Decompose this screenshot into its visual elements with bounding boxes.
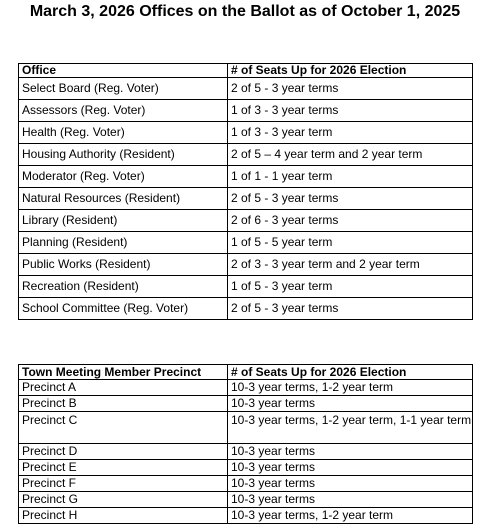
table-row — [19, 122, 473, 144]
precinct-name: Precinct B — [19, 396, 228, 412]
office-seats: 2 of 5 - 3 year terms — [228, 188, 473, 210]
precinct-seats: 10-3 year terms — [228, 492, 473, 508]
precinct-seats: 10-3 year terms, 1-2 year term — [228, 508, 473, 524]
town-meeting-table — [18, 364, 473, 524]
precinct-seats: 10-3 year terms, 1-2 year term, 1-1 year term — [228, 412, 473, 444]
precinct-seats: 10-3 year terms — [228, 444, 473, 460]
precinct-seats: 10-3 year terms — [228, 396, 473, 412]
office-name: Assessors (Reg. Voter) — [19, 100, 228, 122]
precinct-name: Precinct H — [19, 508, 228, 524]
table-row — [19, 188, 473, 210]
office-name: Housing Authority (Resident) — [19, 144, 228, 166]
table-header-row — [19, 365, 473, 380]
table-row — [19, 232, 473, 254]
office-seats: 1 of 3 - 3 year terms — [228, 100, 473, 122]
table-row — [19, 476, 473, 492]
table-row — [19, 166, 473, 188]
office-name: Select Board (Reg. Voter) — [19, 78, 228, 100]
precinct-name: Precinct A — [19, 380, 228, 396]
precinct-name: Precinct G — [19, 492, 228, 508]
document-title: March 3, 2026 Offices on the Ballot as of October 1, 2025 — [29, 3, 461, 20]
office-seats: 2 of 5 - 3 year terms — [228, 298, 473, 320]
table-row — [19, 460, 473, 476]
precinct-name: Precinct C — [19, 412, 228, 444]
offices-table — [18, 63, 473, 320]
office-seats: 1 of 1 - 1 year term — [228, 166, 473, 188]
office-seats: 2 of 5 - 3 year terms — [228, 78, 473, 100]
office-name: Planning (Resident) — [19, 232, 228, 254]
office-seats: 2 of 5 – 4 year term and 2 year term — [228, 144, 473, 166]
office-seats: 2 of 3 - 3 year term and 2 year term — [228, 254, 473, 276]
office-seats: 1 of 3 - 3 year term — [228, 122, 473, 144]
office-name: Library (Resident) — [19, 210, 228, 232]
table-row — [19, 298, 473, 320]
precinct-seats: 10-3 year terms, 1-2 year term — [228, 380, 473, 396]
office-name: Recreation (Resident) — [19, 276, 228, 298]
table-row — [19, 492, 473, 508]
office-name: Natural Resources (Resident) — [19, 188, 228, 210]
column-header-precinct: Town Meeting Member Precinct — [19, 365, 228, 380]
precinct-name: Precinct F — [19, 476, 228, 492]
precinct-name: Precinct D — [19, 444, 228, 460]
office-seats: 1 of 5 - 5 year term — [228, 232, 473, 254]
precinct-seats: 10-3 year terms — [228, 476, 473, 492]
office-name: Health (Reg. Voter) — [19, 122, 228, 144]
column-header-seats: # of Seats Up for 2026 Election — [228, 365, 473, 380]
office-seats: 2 of 6 - 3 year terms — [228, 210, 473, 232]
table-row — [19, 144, 473, 166]
office-name: Public Works (Resident) — [19, 254, 228, 276]
office-seats: 1 of 5 - 3 year term — [228, 276, 473, 298]
table-row — [19, 396, 473, 412]
table-row — [19, 78, 473, 100]
table-row — [19, 100, 473, 122]
office-name: Moderator (Reg. Voter) — [19, 166, 228, 188]
precinct-name: Precinct E — [19, 460, 228, 476]
table-row — [19, 254, 473, 276]
table-row — [19, 380, 473, 396]
column-header-seats: # of Seats Up for 2026 Election — [228, 64, 473, 78]
table-header-row — [19, 64, 473, 78]
table-row — [19, 276, 473, 298]
precinct-seats: 10-3 year terms — [228, 460, 473, 476]
table-row — [19, 508, 473, 524]
table-row — [19, 412, 473, 444]
column-header-office: Office — [19, 64, 228, 78]
office-name: School Committee (Reg. Voter) — [19, 298, 228, 320]
table-row — [19, 210, 473, 232]
table-row — [19, 444, 473, 460]
